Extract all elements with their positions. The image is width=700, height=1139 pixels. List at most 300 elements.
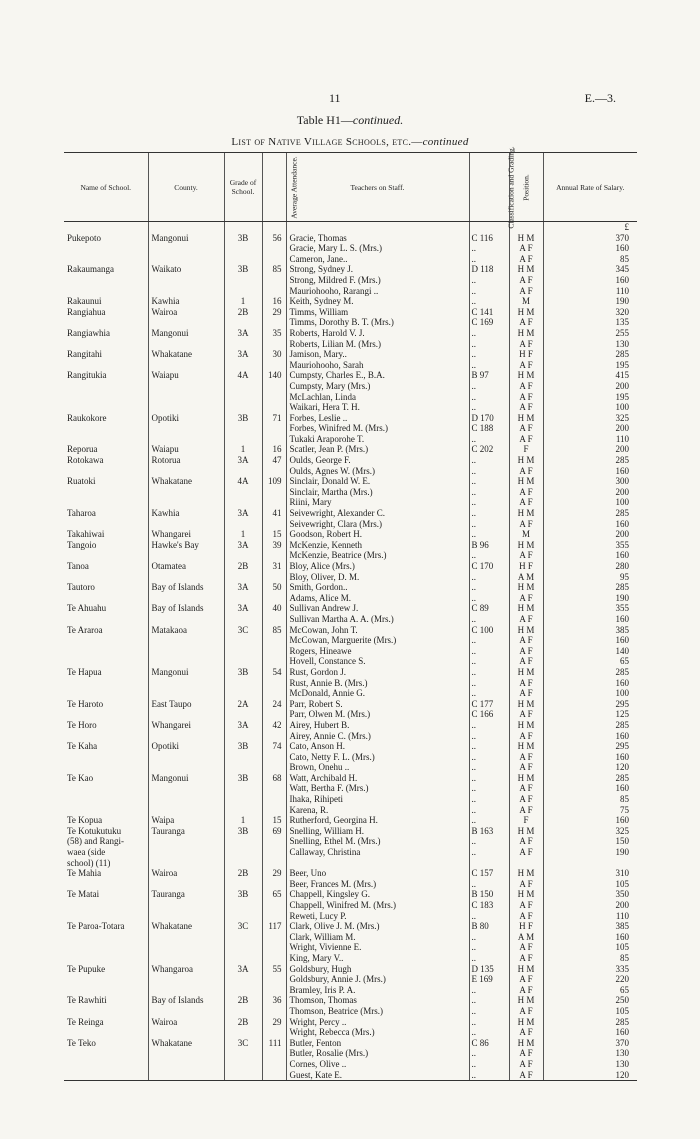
teacher-name: Smith, Gordon.. (286, 582, 469, 593)
average-attendance (262, 985, 286, 996)
teacher-name: Roberts, Harold V. J. (286, 328, 469, 339)
classification: .. (469, 1006, 509, 1017)
salary: 150 (543, 836, 637, 847)
table-row (64, 413, 637, 424)
teacher-name: Strong, Sydney J. (286, 264, 469, 275)
classification: .. (469, 942, 509, 953)
classification: B 150 (469, 889, 509, 900)
classification: C 166 (469, 709, 509, 720)
school-name (64, 466, 148, 477)
salary: 370 (543, 1038, 637, 1049)
header-county: County. (148, 153, 224, 222)
salary: 325 (543, 826, 637, 837)
salary: 285 (543, 1017, 637, 1028)
position: A F (509, 752, 543, 763)
school-grade (224, 466, 262, 477)
county-name (148, 900, 224, 911)
county-name (148, 593, 224, 604)
school-grade (224, 847, 262, 858)
classification: .. (469, 392, 509, 403)
county-name: Wairoa (148, 307, 224, 318)
salary: 220 (543, 974, 637, 985)
classification: .. (469, 519, 509, 530)
school-name: Te Reinga (67, 1016, 104, 1027)
county-name (148, 678, 224, 689)
table-row (64, 349, 637, 360)
table-row (64, 243, 637, 254)
salary: 285 (543, 667, 637, 678)
table-row (64, 656, 637, 667)
table-row (64, 233, 637, 244)
school-grade (224, 752, 262, 763)
salary: 355 (543, 603, 637, 614)
salary: 110 (543, 434, 637, 445)
classification: E 169 (469, 974, 509, 985)
teacher-name: Mauriohooho, Rarangi .. (286, 286, 469, 297)
school-name: Taharoa (67, 508, 96, 519)
average-attendance (262, 678, 286, 689)
county-name (148, 752, 224, 763)
table-row (64, 794, 637, 805)
salary: 200 (543, 487, 637, 498)
teacher-name: McKenzie, Kenneth (286, 540, 469, 551)
school-grade (224, 911, 262, 922)
classification: D 170 (469, 413, 509, 424)
county-name: Kawhia (148, 508, 224, 519)
school-name: school) (11) (67, 857, 111, 868)
school-grade (224, 985, 262, 996)
classification: .. (469, 646, 509, 657)
school-grade: 3A (224, 582, 262, 593)
teacher-name: Keith, Sydney M. (286, 296, 469, 307)
school-name: Te Teko (67, 1037, 96, 1048)
position: A F (509, 614, 543, 625)
salary: 130 (543, 1048, 637, 1059)
county-name (148, 519, 224, 530)
county-name (148, 932, 224, 943)
position: A F (509, 985, 543, 996)
table-row (64, 1048, 637, 1059)
teacher-name: Butler, Rosalie (Mrs.) (286, 1048, 469, 1059)
school-grade: 3A (224, 349, 262, 360)
county-name (148, 646, 224, 657)
salary: 280 (543, 561, 637, 572)
classification: .. (469, 1070, 509, 1081)
table-subtitle (0, 136, 700, 148)
school-grade: 2A (224, 699, 262, 710)
classification: .. (469, 275, 509, 286)
position: H M (509, 773, 543, 784)
classification: .. (469, 911, 509, 922)
school-grade (224, 275, 262, 286)
salary: 130 (543, 1059, 637, 1070)
position: H M (509, 699, 543, 710)
average-attendance (262, 932, 286, 943)
school-grade (224, 381, 262, 392)
classification: .. (469, 582, 509, 593)
school-grade (224, 783, 262, 794)
county-name (148, 275, 224, 286)
salary: 120 (543, 762, 637, 773)
school-grade: 4A (224, 370, 262, 381)
salary (543, 858, 637, 869)
school-grade: 3A (224, 720, 262, 731)
salary: 200 (543, 529, 637, 540)
classification: .. (469, 656, 509, 667)
teacher-name: Snelling, William H. (286, 826, 469, 837)
classification: .. (469, 434, 509, 445)
position: A F (509, 1048, 543, 1059)
average-attendance: 68 (262, 773, 286, 784)
position: A F (509, 487, 543, 498)
table-row (64, 731, 637, 742)
salary: 370 (543, 233, 637, 244)
table-row (64, 635, 637, 646)
county-name (148, 1070, 224, 1081)
teacher-name: Bloy, Oliver, D. M. (286, 572, 469, 583)
teacher-name: Sullivan Martha A. A. (Mrs.) (286, 614, 469, 625)
table-row (64, 603, 637, 614)
average-attendance (262, 434, 286, 445)
classification: .. (469, 487, 509, 498)
classification: C 89 (469, 603, 509, 614)
position: A F (509, 339, 543, 350)
school-name: Rangitahi (67, 349, 102, 360)
average-attendance (262, 974, 286, 985)
school-grade: 3C (224, 921, 262, 932)
county-name: Matakaoa (148, 625, 224, 636)
classification: D 135 (469, 964, 509, 975)
teacher-name: Seivewright, Alexander C. (286, 508, 469, 519)
school-name: Te Mahia (67, 868, 102, 879)
teacher-name: Thomson, Thomas (286, 995, 469, 1006)
salary: 285 (543, 773, 637, 784)
school-name: Te Kaha (67, 741, 98, 752)
school-grade (224, 497, 262, 508)
average-attendance: 111 (262, 1038, 286, 1049)
table-row (64, 762, 637, 773)
classification: C 100 (469, 625, 509, 636)
county-name: Wairoa (148, 1017, 224, 1028)
county-name (148, 360, 224, 371)
school-grade (224, 688, 262, 699)
position: A F (509, 1006, 543, 1017)
school-grade: 3B (224, 413, 262, 424)
salary: 65 (543, 656, 637, 667)
table-row (64, 593, 637, 604)
average-attendance (262, 805, 286, 816)
table-row (64, 550, 637, 561)
table-row (64, 370, 637, 381)
school-grade: 2B (224, 307, 262, 318)
county-name: Whakatane (148, 1038, 224, 1049)
county-name (148, 423, 224, 434)
teacher-name: Roberts, Lilian M. (Mrs.) (286, 339, 469, 350)
school-name: Tanoa (67, 561, 89, 571)
salary: 160 (543, 678, 637, 689)
county-name: Opotiki (148, 741, 224, 752)
average-attendance: 16 (262, 444, 286, 455)
classification: .. (469, 1048, 509, 1059)
county-name (148, 974, 224, 985)
county-name: Mangonui (148, 233, 224, 244)
school-name (64, 762, 148, 773)
salary: 190 (543, 847, 637, 858)
table-row (64, 307, 637, 318)
school-name: Rakaunui (67, 296, 102, 307)
average-attendance (262, 762, 286, 773)
position: H M (509, 964, 543, 975)
county-name: Waipa (148, 815, 224, 826)
school-grade: 1 (224, 815, 262, 826)
table-row (64, 582, 637, 593)
position: A F (509, 836, 543, 847)
school-grade (224, 254, 262, 265)
county-name (148, 550, 224, 561)
salary: 310 (543, 868, 637, 879)
salary: 110 (543, 911, 637, 922)
county-name: East Taupo (148, 699, 224, 710)
table-subtitle-main: List of Native Village Schools, etc.— (231, 136, 423, 148)
position: A F (509, 794, 543, 805)
position: M (509, 529, 543, 540)
average-attendance (262, 731, 286, 742)
classification: C 86 (469, 1038, 509, 1049)
salary: 65 (543, 985, 637, 996)
average-attendance (262, 794, 286, 805)
salary: 200 (543, 381, 637, 392)
county-name: Bay of Islands (148, 582, 224, 593)
school-grade: 3B (224, 773, 262, 784)
salary: 160 (543, 635, 637, 646)
position: A F (509, 847, 543, 858)
salary: 190 (543, 593, 637, 604)
classification: .. (469, 508, 509, 519)
salary: 160 (543, 783, 637, 794)
salary: 105 (543, 879, 637, 890)
school-name (64, 1059, 148, 1070)
county-name (148, 783, 224, 794)
salary: 100 (543, 497, 637, 508)
average-attendance: 117 (262, 921, 286, 932)
table-title (0, 113, 700, 128)
classification: .. (469, 497, 509, 508)
county-name (148, 805, 224, 816)
position: A M (509, 572, 543, 583)
average-attendance (262, 1006, 286, 1017)
average-attendance (262, 953, 286, 964)
teacher-name: Watt, Bertha F. (Mrs.) (286, 783, 469, 794)
school-name (64, 550, 148, 561)
average-attendance: 15 (262, 529, 286, 540)
table-row (64, 360, 637, 371)
table-row (64, 275, 637, 286)
teacher-name: Chappell, Winifred M. (Mrs.) (286, 900, 469, 911)
classification: C 202 (469, 444, 509, 455)
salary: 285 (543, 720, 637, 731)
table-row (64, 836, 637, 847)
school-name (64, 805, 148, 816)
position: A F (509, 593, 543, 604)
county-name (148, 254, 224, 265)
position: H M (509, 582, 543, 593)
position: A F (509, 466, 543, 477)
school-grade: 1 (224, 296, 262, 307)
position: A F (509, 286, 543, 297)
school-name: waea (side (67, 847, 106, 858)
position: H M (509, 508, 543, 519)
table-row (64, 339, 637, 350)
county-name (148, 879, 224, 890)
average-attendance: 16 (262, 296, 286, 307)
classification: B 96 (469, 540, 509, 551)
teacher-name: Oulds, George F. (286, 455, 469, 466)
school-name (64, 317, 148, 328)
salary: 160 (543, 243, 637, 254)
salary: 125 (543, 709, 637, 720)
county-name: Opotiki (148, 413, 224, 424)
salary: 285 (543, 349, 637, 360)
salary: 285 (543, 508, 637, 519)
county-name (148, 286, 224, 297)
school-name (64, 953, 148, 964)
school-name (64, 709, 148, 720)
position: F (509, 815, 543, 826)
county-name: Wairoa (148, 868, 224, 879)
table-row (64, 572, 637, 583)
classification: .. (469, 953, 509, 964)
county-name: Waiapu (148, 444, 224, 455)
table-row (64, 434, 637, 445)
table-row (64, 423, 637, 434)
school-name: Te Araroa (67, 624, 103, 635)
average-attendance: 41 (262, 508, 286, 519)
table-row (64, 889, 637, 900)
average-attendance: 15 (262, 815, 286, 826)
table-row (64, 1038, 637, 1049)
school-grade (224, 731, 262, 742)
school-name (64, 254, 148, 265)
table-body (64, 222, 637, 1081)
teacher-name: Oulds, Agnes W. (Mrs.) (286, 466, 469, 477)
average-attendance: 31 (262, 561, 286, 572)
salary: 320 (543, 307, 637, 318)
school-grade: 3A (224, 455, 262, 466)
school-grade (224, 1048, 262, 1059)
teacher-name: Cumpsty, Charles E., B.A. (286, 370, 469, 381)
position: H M (509, 413, 543, 424)
county-name (148, 688, 224, 699)
table-row (64, 402, 637, 413)
salary: 325 (543, 413, 637, 424)
table-row (64, 381, 637, 392)
salary: 250 (543, 995, 637, 1006)
salary: 295 (543, 699, 637, 710)
school-name: Takahiwai (67, 529, 105, 540)
teacher-name: Gracie, Thomas (286, 233, 469, 244)
average-attendance: 30 (262, 349, 286, 360)
teacher-name: Forbes, Leslie .. (286, 413, 469, 424)
classification: .. (469, 466, 509, 477)
table-row (64, 466, 637, 477)
average-attendance: 71 (262, 413, 286, 424)
classification: .. (469, 243, 509, 254)
table-row (64, 328, 637, 339)
salary: 285 (543, 455, 637, 466)
classification: .. (469, 678, 509, 689)
classification: .. (469, 773, 509, 784)
average-attendance (262, 339, 286, 350)
school-grade (224, 709, 262, 720)
classification: C 169 (469, 317, 509, 328)
position: A F (509, 519, 543, 530)
classification: .. (469, 667, 509, 678)
county-name (148, 942, 224, 953)
table-row (64, 444, 637, 455)
school-name (64, 646, 148, 657)
average-attendance (262, 487, 286, 498)
classification: C 141 (469, 307, 509, 318)
average-attendance (262, 593, 286, 604)
average-attendance (262, 572, 286, 583)
school-name: Te Haroto (67, 698, 104, 709)
school-name (64, 932, 148, 943)
school-name (64, 911, 148, 922)
school-grade (224, 423, 262, 434)
average-attendance: 40 (262, 603, 286, 614)
position: A F (509, 402, 543, 413)
school-grade: 3A (224, 603, 262, 614)
classification: .. (469, 731, 509, 742)
table-row (64, 317, 637, 328)
average-attendance (262, 275, 286, 286)
salary: 95 (543, 572, 637, 583)
classification: C 188 (469, 423, 509, 434)
school-grade (224, 317, 262, 328)
county-name: Whangarei (148, 529, 224, 540)
salary: 160 (543, 275, 637, 286)
teacher-name: Hovell, Constance S. (286, 656, 469, 667)
county-name: Whakatane (148, 921, 224, 932)
table-row (64, 921, 637, 932)
position: A F (509, 1070, 543, 1081)
school-name: Te Kotukutuku (67, 825, 122, 836)
teacher-name: Jamison, Mary.. (286, 349, 469, 360)
average-attendance (262, 497, 286, 508)
school-name: Pukepoto (67, 232, 102, 243)
position: A F (509, 942, 543, 953)
table-row (64, 625, 637, 636)
salary: 195 (543, 392, 637, 403)
school-name (64, 423, 148, 434)
school-grade (224, 550, 262, 561)
school-grade (224, 487, 262, 498)
table-row (64, 815, 637, 826)
school-grade (224, 794, 262, 805)
county-name (148, 614, 224, 625)
county-name: Whakatane (148, 476, 224, 487)
school-name: Te Hapua (67, 666, 102, 677)
salary: 385 (543, 625, 637, 636)
average-attendance (262, 317, 286, 328)
average-attendance: 29 (262, 1017, 286, 1028)
school-grade: 2B (224, 868, 262, 879)
teacher-name: Butler, Fenton (286, 1038, 469, 1049)
table-row (64, 964, 637, 975)
teacher-name: Gracie, Mary L. S. (Mrs.) (286, 243, 469, 254)
table-row (64, 688, 637, 699)
county-name: Tauranga (148, 826, 224, 837)
